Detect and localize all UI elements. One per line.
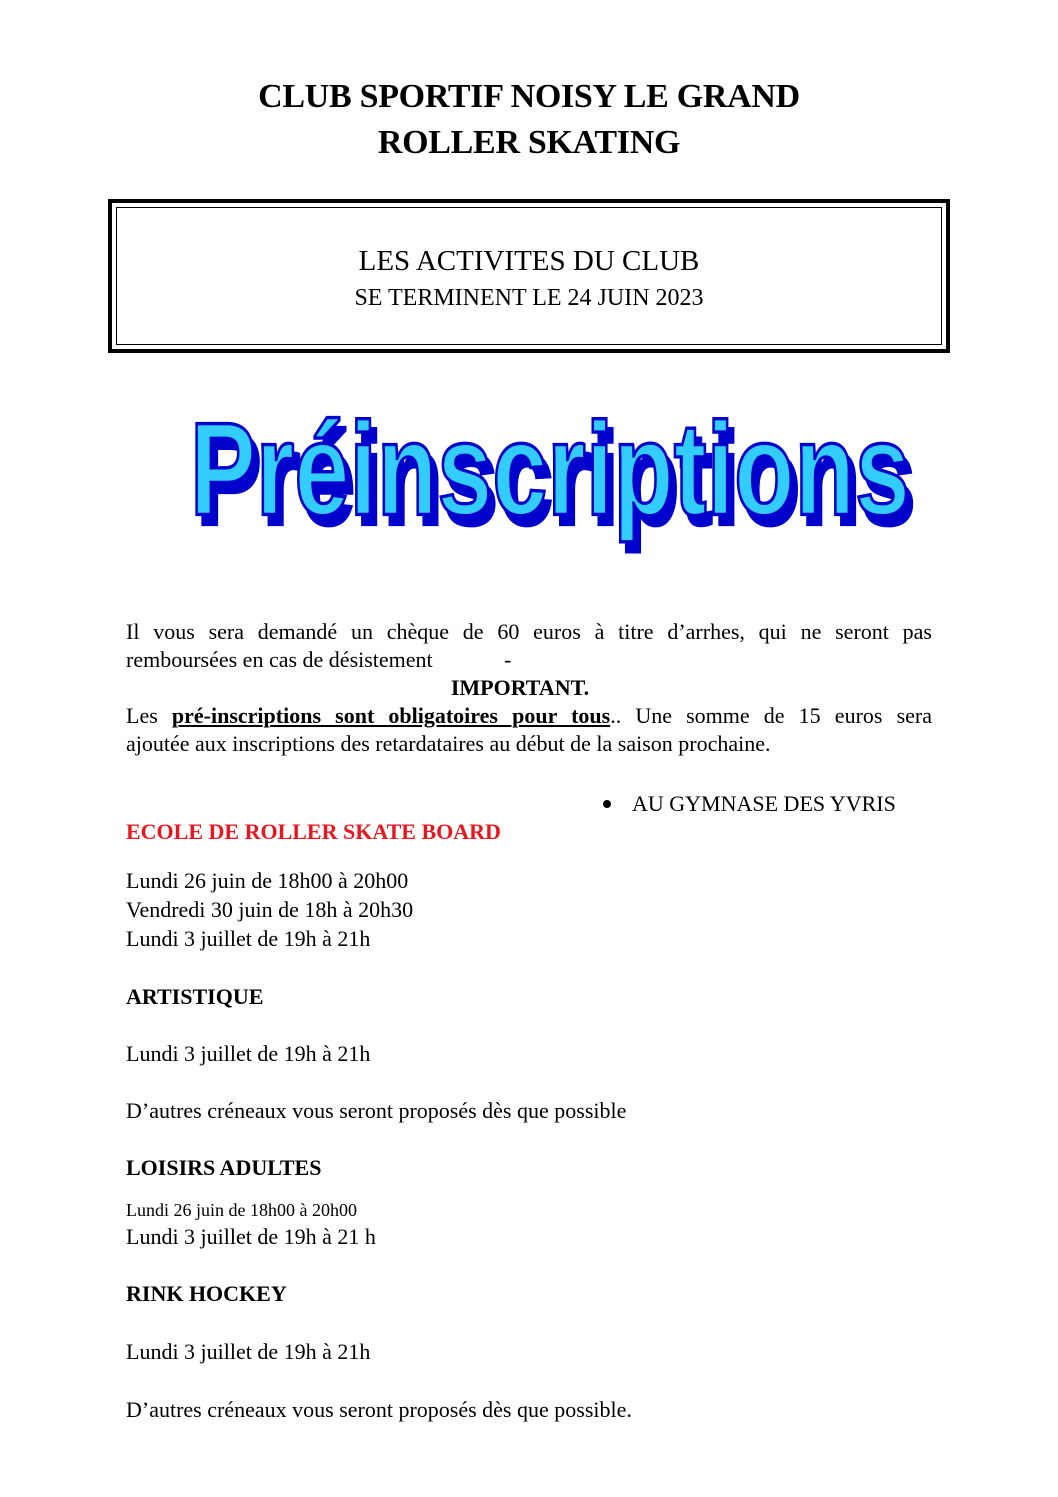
- rink-note: D’autres créneaux vous seront proposés dès que possible.: [126, 1397, 632, 1422]
- preinscriptions-wordart: [170, 395, 930, 548]
- artistique-note: D’autres créneaux vous seront proposés dès que possible: [126, 1098, 627, 1123]
- intro-line-3: [126, 702, 932, 730]
- intro-line-4: ajoutée aux inscriptions des retardataires au début de la saison prochaine.: [126, 731, 771, 756]
- intro-line-2-text: remboursées en cas de désistement: [126, 647, 433, 672]
- notice-box: [108, 199, 950, 353]
- ecole-schedule-line-3: Lundi 3 juillet de 19h à 21h: [126, 926, 371, 951]
- location-label: AU GYMNASE DES YVRIS: [632, 791, 896, 816]
- section-heading-ecole: ECOLE DE ROLLER SKATE BOARD: [126, 819, 501, 844]
- section-heading-artistique: ARTISTIQUE: [126, 984, 264, 1009]
- intro-line-3-suffix: .. Une somme de 15 euros sera: [610, 703, 932, 728]
- artistique-schedule-line-1: Lundi 3 juillet de 19h à 21h: [126, 1041, 371, 1066]
- section-heading-loisirs: LOISIRS ADULTES: [126, 1155, 322, 1180]
- rink-schedule-line-1: Lundi 3 juillet de 19h à 21h: [126, 1339, 371, 1364]
- notice-line-2: SE TERMINENT LE 24 JUIN 2023: [354, 285, 704, 311]
- intro-line-1: Il vous sera demandé un chèque de 60 euros à titre d’arrhes, qui ne seront pas: [126, 619, 932, 644]
- page-title-line-2: ROLLER SKATING: [377, 124, 681, 161]
- intro-dash: -: [504, 647, 512, 672]
- ecole-schedule-line-1: Lundi 26 juin de 18h00 à 20h00: [126, 868, 409, 893]
- intro-line-3-prefix: Les: [126, 703, 172, 728]
- page-title-line-1: CLUB SPORTIF NOISY LE GRAND: [258, 78, 800, 115]
- section-heading-rink-hockey: RINK HOCKEY: [126, 1281, 287, 1306]
- banner-text: Préinscriptions: [189, 395, 910, 543]
- loisirs-schedule-line-1: Lundi 26 juin de 18h00 à 20h00: [126, 1200, 357, 1220]
- important-label: IMPORTANT.: [450, 675, 590, 700]
- mandatory-preregistration-text: pré-inscriptions sont obligatoires pour tous: [171, 703, 611, 728]
- loisirs-schedule-line-2: Lundi 3 juillet de 19h à 21 h: [126, 1224, 376, 1249]
- ecole-schedule-line-2: Vendredi 30 juin de 18h à 20h30: [126, 897, 414, 922]
- bullet-icon: [603, 800, 611, 808]
- intro-line-2: [126, 646, 433, 674]
- notice-line-1: LES ACTIVITES DU CLUB: [358, 245, 700, 277]
- preinscriptions-banner: [170, 395, 930, 548]
